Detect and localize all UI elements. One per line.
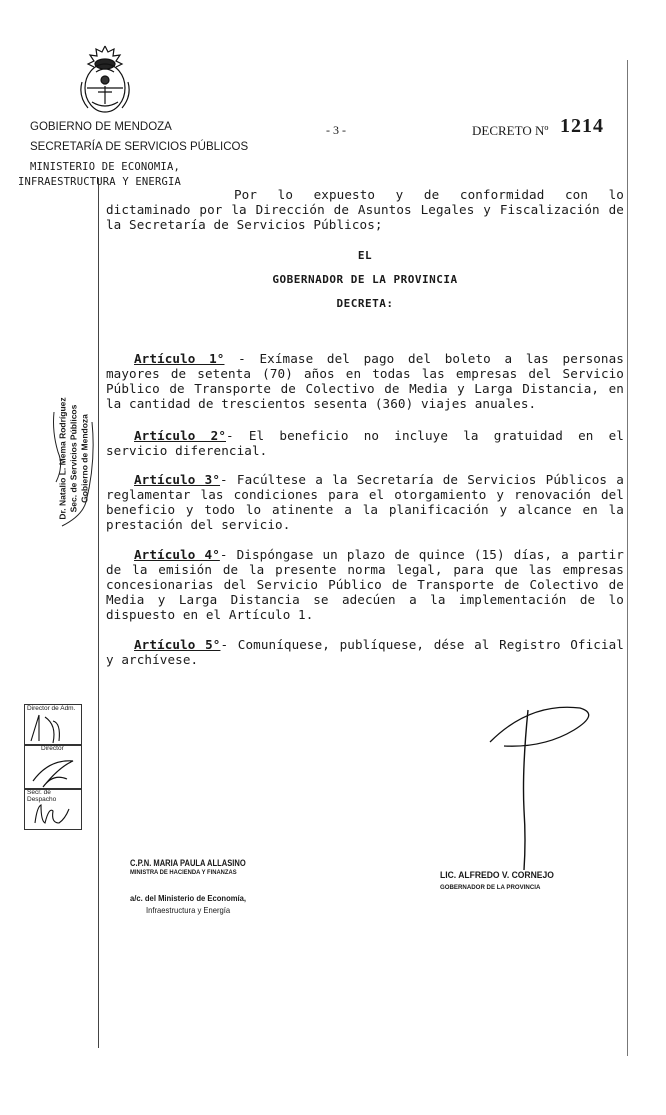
article-4-label: Artículo 4° [134,547,220,562]
minister-title: MINISTRA DE HACIENDA Y FINANZAS [130,869,237,876]
heading-gobernador: GOBERNADOR DE LA PROVINCIA [272,273,458,286]
approval-box-director: Director [24,744,82,790]
approval-box-secr-despacho: Secr. de Despacho [24,788,82,830]
article-5-text: - Comuníquese, publíquese, dése al Registro Oficial y archívese. [106,637,624,667]
article-4 [106,547,624,622]
article-2-text: - El beneficio no incluye la gratuidad en el servicio diferencial. [106,428,624,458]
stamp-title: Sec. de Servicios Públicos [68,404,79,513]
article-3-label: Artículo 3° [134,472,221,487]
article-4-text: - Dispóngase un plazo de quince (15) días, a partir de la emisión de la presente norma legal, para que las empresas concesionarias del Servicio Público de Transporte de Colectivo de Media y Larga Distancia se adecúen a la implementación de lo dispuesto en el Artículo 1. [106,547,624,622]
article-5 [106,637,624,667]
left-margin-rule [98,178,99,1048]
approval-box-director-adm [24,704,82,746]
article-1 [106,351,624,411]
governor-signature [480,700,610,880]
article-2 [106,428,624,458]
decree-number: 1214 [560,115,604,137]
side-stamp [48,392,100,532]
stamp-signer: Dr. Natalio L. Mema Rodríguez [57,397,68,520]
government-name: GOBIERNO DE MENDOZA [30,121,172,133]
minister-note-2: Infraestructura y Energía [146,905,231,915]
ministry-line-1: MINISTERIO DE ECONOMIA, [30,161,180,173]
secretariat-name: SECRETARÍA DE SERVICIOS PÚBLICOS [30,141,249,153]
approval-box-label: Director de Adm. [27,705,76,712]
minister-note-1: a/c. del Ministerio de Economía, [130,893,247,903]
article-1-label: Artículo 1° [134,351,225,366]
minister-name: C.P.N. MARIA PAULA ALLASINO [130,858,246,868]
heading-el: EL [357,249,373,262]
stamp-government: Gobierno de Mendoza [79,414,90,503]
article-3-text: - Facúltese a la Secretaría de Servicios Públicos a reglamentar las condiciones para el otorgamiento y renovación del beneficio y todo lo atinente a la planificación y alcance en la prestación del servicio. [106,472,624,532]
governor-title: GOBERNADOR DE LA PROVINCIA [440,884,541,891]
governor-name: LIC. ALFREDO V. CORNEJO [440,870,554,881]
article-5-label: Artículo 5° [134,637,221,652]
decree-label: DECRETO Nº [472,123,549,138]
article-2-label: Artículo 2° [134,428,226,443]
coat-of-arms-icon [74,42,136,116]
article-1-text: - Exímase del pago del boleto a las personas mayores de setenta (70) años en todas las empresas del Servicio Público de Transporte de Colectivo de Media y Larga Distancia, en la cantidad de trescientos sesenta (360) viajes anuales. [106,351,624,411]
intro-paragraph: Por lo expuesto y de conformidad con lo dictaminado por la Dirección de Asuntos Legales y Fiscalización de la Secretaría de Servicios Públicos; [106,187,624,232]
page-number: - 3 - [326,123,346,137]
article-3 [106,472,624,532]
right-margin-rule [627,60,628,1056]
ministry-line-2: INFRAESTRUCTURA Y ENERGIA [18,176,182,188]
heading-decreta: DECRETA: [336,297,394,310]
